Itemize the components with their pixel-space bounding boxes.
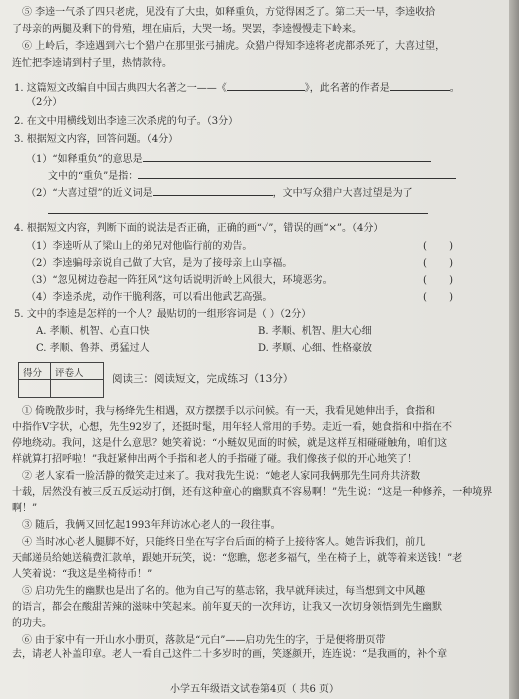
reading-line: 十载，居然没有被三反五反运动打倒，还有这种童心的幽默真不容易啊！”先生说：“这是一种修养，一种境界	[12, 487, 493, 498]
q3-2-label: （2）“大喜过望”的近义词是	[26, 188, 153, 199]
reading-line: 人笑着说：“我这是坐椅待币！”	[12, 569, 153, 580]
q1-points: （2分）	[26, 97, 63, 108]
q4-item-text: （1）李逵听从了梁山上的弟兄对他临行前的劝告。	[26, 241, 253, 252]
answer-blank[interactable]	[153, 185, 273, 196]
score-label: 得分	[23, 368, 43, 379]
reading-line: 天邮递员给她送稿费汇款单，跟她开玩笑，说：“您瞧，您老多福气，坐在椅子上，就等着来送钱！”老	[12, 553, 463, 564]
reading-line: 啊！”	[12, 503, 38, 514]
score-box	[18, 362, 104, 398]
text-line: 连忙把李逵请到村子里，热情款待。	[12, 58, 172, 69]
answer-blank[interactable]	[227, 80, 305, 91]
q3-1	[26, 151, 509, 167]
text-line: ⑥ 上岭后，李逵遇到六七个猎户在那里张弓捕虎。众猎户得知李逵将老虎都杀死了，大喜过望，	[22, 41, 446, 52]
option-b[interactable]: B. 孝顺、机智、胆大心细	[258, 326, 372, 337]
option-a[interactable]: A. 孝顺、机智、心直口快	[36, 326, 150, 337]
option-d[interactable]: D. 孝顺、心细、性格豪放	[258, 343, 373, 354]
question-2: 2. 在文中用横线划出李逵三次杀虎的句子。（3分）	[14, 116, 239, 127]
reading-line: ④ 当时冰心老人腿脚不好，只能终日坐在写字台后面的椅子上接待客人。她告诉我们，前几	[22, 537, 426, 548]
reading-line: 去，请老人补盖印章。老人一看自己这件二十多岁时的画，笑逐颜开，连连说：“是我画的，补个章	[12, 649, 448, 660]
q3-1-label: （1）“如释重负”的意思是	[26, 154, 143, 165]
score-box-divider	[50, 363, 51, 397]
q1-text: 1. 这篇短文改编自中国古典四大名著之一——《	[14, 83, 227, 94]
text-line: 了母亲的两腿及剩下的骨殖，埋在庙后，大哭一场。哭罢，李逵慢慢走下岭来。	[12, 24, 362, 35]
q4-item	[26, 257, 509, 271]
q4-item-text: （2）李逵骗母亲说自己做了大官，是为了接母亲上山享福。	[26, 258, 293, 269]
q4-item-text: （3）“忽见树边卷起一阵狂风”这句话说明沂岭上风很大，环境恶劣。	[26, 275, 333, 286]
q3-2	[26, 185, 509, 201]
answer-paren[interactable]: ( )	[422, 241, 453, 252]
reading-line: ③ 随后，我俩又回忆起1993年拜访冰心老人的一段往事。	[22, 520, 281, 531]
section-3-heading: 阅读三：阅读短文，完成练习（13分）	[112, 373, 294, 385]
reading-line: 中指作V字状，心想，先生92岁了，还挺时髦，用年轻人常用的手势。走近一看，她食指和中指在不	[12, 422, 452, 433]
answer-blank[interactable]	[138, 168, 456, 179]
answer-blank[interactable]	[48, 203, 428, 214]
reading-line: ① 倚晚散步时，我与杨绛先生相遇，双方摆摆手以示问候。有一天，我看见她伸出手，食指和	[22, 406, 436, 417]
q4-item	[26, 240, 509, 254]
reading-line: 的语言，都会在酸甜苦辣的滋味中笑起来。前年夏天的一次拜访，让我又一次切身领悟到先生幽默	[12, 602, 442, 613]
answer-blank[interactable]	[143, 151, 431, 162]
reading-line: ② 老人家看一脸活静的微笑走过来了。我对我先生说：“她老人家同我俩那先生同舟共济数	[22, 471, 421, 482]
page-footer: 小学五年级语文试卷第4页（ 共6 页）	[169, 684, 340, 695]
q1-text-2: 》，此名著的作者是	[304, 83, 390, 94]
question-1	[14, 80, 509, 96]
q3-1b-label: 文中的“重负”是指：	[48, 171, 139, 182]
q4-item	[26, 274, 509, 288]
q4-item	[26, 291, 509, 305]
reading-line: 的功夫。	[12, 618, 52, 629]
answer-paren[interactable]: ( )	[422, 275, 453, 286]
q3-2-label-2: ，文中写众猎户大喜过望是为了	[272, 188, 413, 199]
q4-item-text: （4）李逵杀虎，动作干脆利落，可以看出他武艺高强。	[26, 292, 273, 303]
answer-blank[interactable]	[390, 80, 450, 91]
text-line: ⑤ 李逵一气杀了四只老虎，见没有了大虫，如释重负，方觉得困乏了。第二天一早，李逵收拾	[22, 7, 436, 18]
reading-line: 样就算打招呼啦！”我赶紧伸出两个手指和老人的手指碰了碰。我们像孩子似的开心地笑了！	[12, 454, 418, 465]
q1-end: 。	[449, 83, 460, 94]
reading-line: 停地绕动。我问，这是什么意思？她笑着说：“小鲢奴见面的时候，就是这样互相碰碰触角，咱们这	[12, 438, 448, 449]
reading-line: ⑤ 启功先生的幽默也是出了名的。他为自己写的墓志铭，我早就拜读过，每当想到文中风趣	[22, 586, 426, 597]
question-5: 5. 文中的李逵是怎样的一个人？最贴切的一组形容词是（ ）（2分）	[14, 309, 312, 320]
answer-paren[interactable]: ( )	[422, 258, 453, 269]
grader-label: 评卷人	[55, 368, 84, 379]
question-4: 4. 根据短文内容，判断下面的说法是否正确，正确的画“✓”，错误的画“×”。（4分）	[14, 223, 384, 234]
q3-2-blank-row	[48, 203, 509, 219]
question-3: 3. 根据短文内容，回答问题。（4分）	[14, 134, 179, 145]
q3-1b	[48, 168, 509, 184]
answer-paren[interactable]: ( )	[422, 292, 453, 303]
page-edge	[509, 0, 519, 699]
reading-line: ⑥ 由于家中有一开山水小册页，落款是“元白”——启功先生的字，于是便将册页带	[22, 635, 386, 646]
option-c[interactable]: C. 孝顺、鲁莽、勇猛过人	[36, 343, 150, 354]
